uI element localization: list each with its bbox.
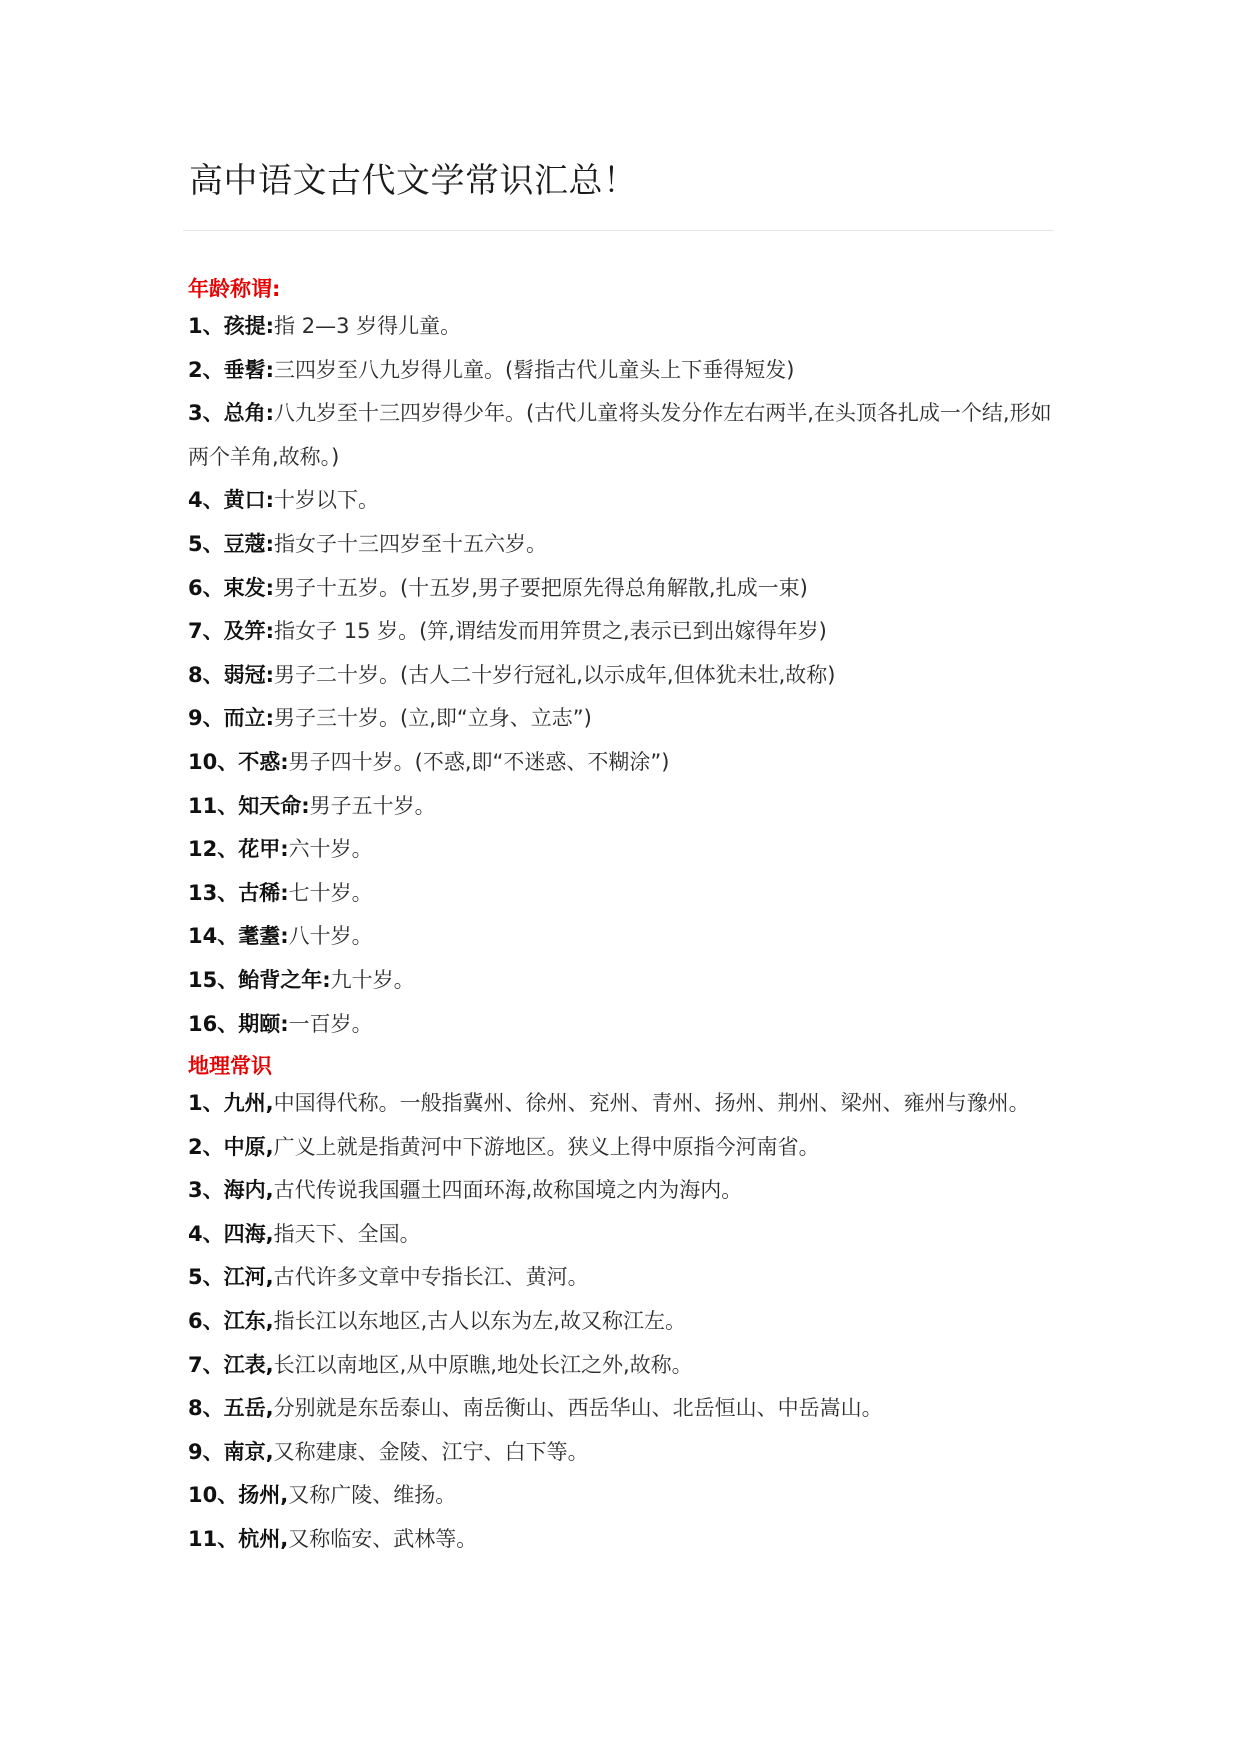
item-term: 鲐背之年:	[238, 967, 331, 992]
item-index: 15、	[188, 967, 239, 992]
item-term: 江东,	[223, 1309, 274, 1334]
item-term: 杭州,	[238, 1527, 289, 1552]
item-description: 六十岁。	[288, 837, 373, 862]
list-item	[188, 610, 1054, 654]
item-description: 十岁以下。	[274, 488, 380, 513]
section-heading-geography: 地理常识	[188, 1054, 272, 1079]
list-item	[188, 697, 1054, 741]
item-description: 古代传说我国疆土四面环海,故称国境之内为海内。	[273, 1178, 743, 1203]
list-item	[188, 1003, 1054, 1047]
item-term: 垂髫:	[223, 357, 275, 382]
item-index: 10、	[188, 1483, 239, 1508]
item-term: 九州,	[223, 1091, 274, 1116]
item-index: 16、	[188, 1011, 239, 1036]
item-description: 七十岁。	[288, 880, 373, 905]
item-description: 中国得代称。一般指冀州、徐州、兖州、青州、扬州、荆州、梁州、雍州与豫州。	[273, 1091, 1030, 1116]
item-description: 八九岁至十三四岁得少年。(古代儿童将头发分作左右两半,在头顶各扎成一个结,形如两个羊角,故称。)	[188, 401, 1052, 469]
item-term: 耄耋:	[238, 924, 289, 949]
item-term: 扬州,	[238, 1483, 289, 1508]
item-index: 14、	[188, 924, 239, 949]
item-index: 5、	[188, 531, 224, 556]
list-item	[188, 523, 1054, 567]
item-index: 1、	[188, 314, 224, 338]
item-index: 6、	[188, 575, 224, 600]
section-heading-age-titles: 年龄称谓:	[188, 277, 281, 301]
list-item	[188, 1518, 1054, 1562]
item-term: 而立:	[223, 706, 275, 731]
list-item	[188, 1387, 1054, 1431]
list-item	[188, 1169, 1054, 1213]
page-title: 高中语文古代文学常识汇总！	[189, 161, 638, 201]
list-item	[188, 959, 1054, 1003]
item-description: 广义上就是指黄河中下游地区。狭义上得中原指今河南省。	[273, 1134, 820, 1159]
list-item	[188, 479, 1054, 523]
list-item	[188, 915, 1054, 959]
list-item	[188, 1082, 1054, 1126]
item-index: 11、	[188, 1527, 239, 1552]
list-item	[188, 349, 1054, 393]
item-index: 9、	[188, 1439, 224, 1464]
item-term: 古稀:	[238, 880, 289, 905]
item-term: 孩提:	[223, 314, 275, 338]
item-index: 8、	[188, 1396, 224, 1421]
item-index: 9、	[188, 706, 224, 731]
item-term: 弱冠:	[223, 662, 275, 687]
item-term: 总角:	[223, 401, 275, 426]
item-description: 指长江以东地区,古人以东为左,故又称江左。	[273, 1309, 686, 1334]
item-index: 1、	[188, 1091, 224, 1116]
list-item	[188, 1213, 1054, 1257]
item-index: 10、	[188, 749, 239, 774]
item-description: 指女子十三四岁至十五六岁。	[274, 531, 548, 556]
item-description: 男子十五岁。(十五岁,男子要把原先得总角解散,扎成一束)	[274, 575, 808, 600]
item-index: 13、	[188, 880, 239, 905]
item-description: 一百岁。	[288, 1011, 373, 1036]
item-index: 11、	[188, 793, 239, 818]
item-term: 黄口:	[223, 488, 275, 513]
list-item	[188, 567, 1054, 611]
item-term: 江河,	[223, 1265, 274, 1290]
item-description: 指女子 15 岁。(笄,谓结发而用笄贯之,表示已到出嫁得年岁)	[274, 619, 827, 644]
item-term: 花甲:	[238, 837, 289, 862]
item-term: 四海,	[223, 1221, 274, 1246]
item-index: 8、	[188, 662, 224, 687]
item-description: 指天下、全国。	[273, 1221, 421, 1246]
item-description: 九十岁。	[330, 967, 415, 992]
document-page	[188, 140, 1054, 1562]
list-item	[188, 785, 1054, 829]
list-item	[188, 1344, 1054, 1388]
item-description: 男子五十岁。	[309, 793, 436, 818]
item-term: 江表,	[223, 1352, 274, 1377]
list-item	[188, 654, 1054, 698]
list-item	[188, 872, 1054, 916]
item-index: 2、	[188, 357, 224, 382]
item-description: 长江以南地区,从中原瞧,地处长江之外,故称。	[273, 1352, 693, 1377]
item-description: 男子四十岁。(不惑,即“不迷惑、不糊涂”)	[288, 749, 670, 774]
item-term: 中原,	[223, 1134, 274, 1159]
list-item	[188, 305, 1054, 349]
list-item	[188, 828, 1054, 872]
item-description: 男子三十岁。(立,即“立身、立志”)	[274, 706, 592, 731]
item-index: 2、	[188, 1134, 224, 1159]
item-term: 期颐:	[238, 1011, 289, 1036]
item-term: 知天命:	[238, 793, 310, 818]
item-description: 三四岁至八九岁得儿童。(髫指古代儿童头上下垂得短发)	[274, 357, 795, 382]
item-term: 海内,	[223, 1178, 274, 1203]
item-description: 又称建康、金陵、江宁、白下等。	[273, 1439, 589, 1464]
item-description: 八十岁。	[288, 924, 373, 949]
item-description: 古代许多文章中专指长江、黄河。	[273, 1265, 589, 1290]
item-index: 4、	[188, 488, 224, 513]
age-titles-list	[188, 305, 1054, 1046]
title-divider	[183, 230, 1054, 231]
item-term: 五岳,	[223, 1396, 274, 1421]
list-item	[188, 392, 1054, 479]
item-term: 豆蔻:	[223, 531, 275, 556]
item-term: 束发:	[223, 575, 275, 600]
item-description: 指 2—3 岁得儿童。	[274, 314, 462, 338]
item-index: 4、	[188, 1221, 224, 1246]
item-term: 不惑:	[238, 749, 289, 774]
item-index: 6、	[188, 1309, 224, 1334]
item-description: 男子二十岁。(古人二十岁行冠礼,以示成年,但体犹未壮,故称)	[274, 662, 836, 687]
list-item	[188, 1126, 1054, 1170]
item-description: 又称临安、武林等。	[288, 1527, 478, 1552]
list-item	[188, 1300, 1054, 1344]
item-index: 3、	[188, 401, 224, 426]
list-item	[188, 1474, 1054, 1518]
item-index: 5、	[188, 1265, 224, 1290]
item-index: 7、	[188, 1352, 224, 1377]
item-description: 又称广陵、维扬。	[288, 1483, 457, 1508]
item-index: 12、	[188, 837, 239, 862]
list-item	[188, 1256, 1054, 1300]
item-index: 7、	[188, 619, 224, 644]
item-description: 分别就是东岳泰山、南岳衡山、西岳华山、北岳恒山、中岳嵩山。	[273, 1396, 883, 1421]
list-item	[188, 741, 1054, 785]
item-index: 3、	[188, 1178, 224, 1203]
list-item	[188, 1431, 1054, 1475]
item-term: 南京,	[223, 1439, 274, 1464]
geography-list	[188, 1082, 1054, 1562]
item-term: 及笄:	[223, 619, 275, 644]
